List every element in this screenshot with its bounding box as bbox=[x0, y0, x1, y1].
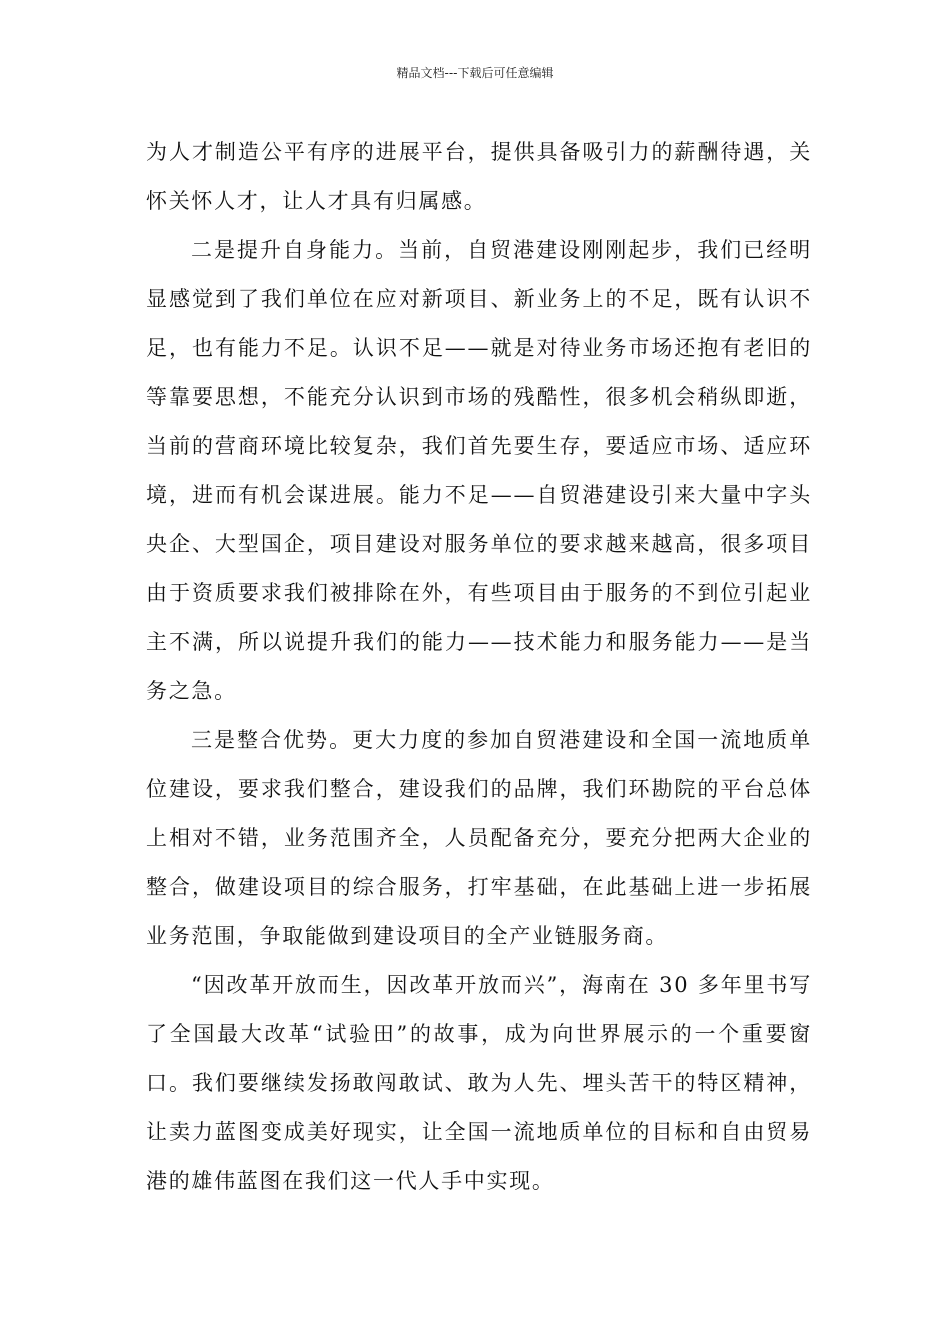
paragraph-improve-capability: 二是提升自身能力。当前，自贸港建设刚刚起步，我们已经明显感觉到了我们单位在应对新项目、新业务上的不足，既有认识不足，也有能力不足。认识不足——就是对待业务市场还抱有老旧的等靠要思想，不能充分认识到市场的残酷性，很多机会稍纵即逝，当前的营商环境比较复杂，我们首先要生存，要适应市场、适应环境，进而有机会谋进展。能力不足——自贸港建设引来大量中字头央企、大型国企，项目建设对服务单位的要求越来越高，很多项目由于资质要求我们被排除在外，有些项目由于服务的不到位引起业主不满，所以说提升我们的能力——技术能力和服务能力——是当务之急。 bbox=[146, 238, 812, 703]
paragraph-integrate-advantages: 三是整合优势。更大力度的参加自贸港建设和全国一流地质单位建设，要求我们整合，建设我们的品牌，我们环勘院的平台总体上相对不错，业务范围齐全，人员配备充分，要充分把两大企业的整合，做建设项目的综合服务，打牢基础，在此基础上进一步拓展业务范围，争取能做到建设项目的全产业链服务商。 bbox=[146, 728, 812, 948]
paragraph-conclusion: “因改革开放而生，因改革开放而兴”，海南在 30 多年里书写了全国最大改革“试验田”的故事，成为向世界展示的一个重要窗口。我们要继续发扬敢闯敢试、敢为人先、埋头苦干的特区精神，让卖力蓝图变成美好现实，让全国一流地质单位的目标和自由贸易港的雄伟蓝图在我们这一代人手中实现。 bbox=[146, 973, 812, 1193]
document-body bbox=[146, 128, 812, 1206]
paragraph-continuation: 为人才制造公平有序的进展平台，提供具备吸引力的薪酬待遇，关怀关怀人才，让人才具有归属感。 bbox=[146, 140, 812, 213]
page-header: 精品文档---下载后可任意编辑 bbox=[396, 66, 554, 80]
